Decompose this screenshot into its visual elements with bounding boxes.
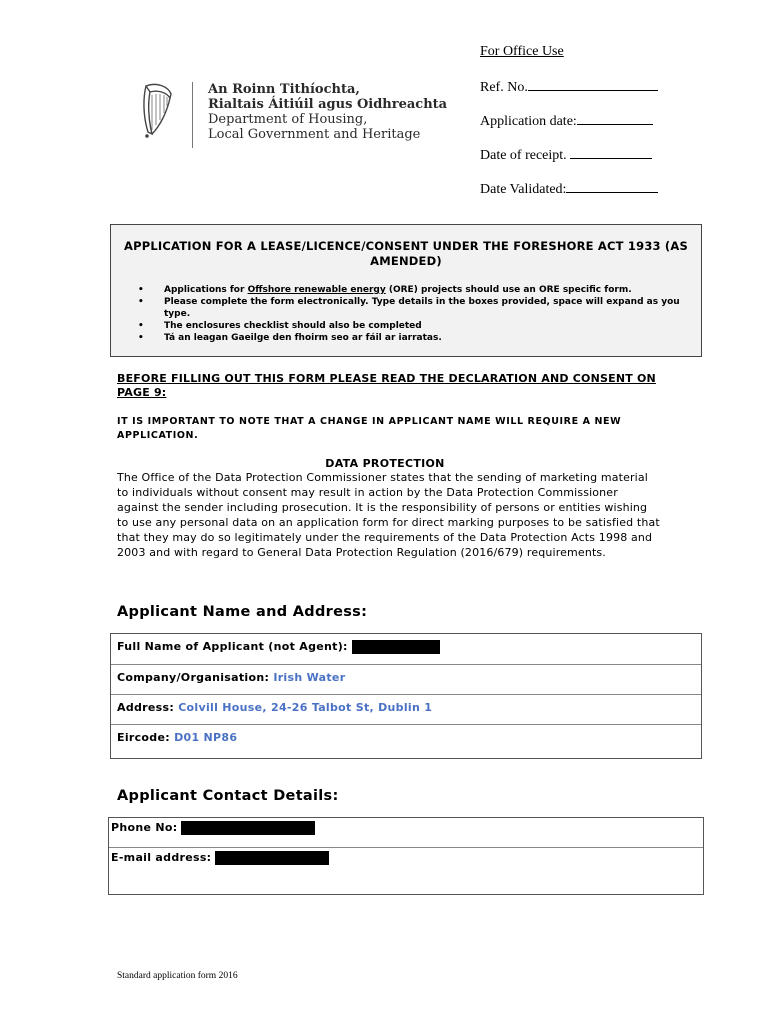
logo-line-irish-2: Rialtais Áitiúil agus Oidhreachta xyxy=(208,97,448,112)
application-date-line xyxy=(577,112,653,125)
application-date-field xyxy=(480,112,653,130)
footer-form-version: Standard application form 2016 xyxy=(117,971,238,981)
company-value[interactable]: Irish Water xyxy=(273,671,346,684)
email-row[interactable] xyxy=(109,848,703,894)
ref-no-label: Ref. No. xyxy=(480,80,528,95)
applicant-name-address-heading: Applicant Name and Address: xyxy=(117,604,368,620)
date-validated-label: Date Validated: xyxy=(480,182,567,197)
read-declaration-notice: BEFORE FILLING OUT THIS FORM PLEASE READ THE DECLARATION AND CONSENT ON PAGE 9: xyxy=(117,372,656,399)
logo-line-english-1: Department of Housing, xyxy=(208,112,368,127)
phone-redacted xyxy=(181,821,315,835)
instruction-electronic: • Please complete the form electronically. Type details in the boxes provided, space will expand as you type. xyxy=(138,297,680,319)
address-row[interactable] xyxy=(111,695,701,725)
form-title: APPLICATION FOR A LEASE/LICENCE/CONSENT UNDER THE FORESHORE ACT 1933 (AS AMENDED) xyxy=(124,239,688,268)
company-label: Company/Organisation: xyxy=(117,671,270,684)
email-redacted xyxy=(215,851,329,865)
form-title-box xyxy=(110,224,702,357)
name-change-notice: IT IS IMPORTANT TO NOTE THAT A CHANGE IN APPLICANT NAME WILL REQUIRE A NEW APPLICATION. xyxy=(117,416,622,441)
instruction-enclosures: • The enclosures checklist should also be completed xyxy=(138,321,422,331)
instruction-ore: • Applications for Offshore renewable energy (ORE) projects should use an ORE specific form. xyxy=(138,285,632,295)
logo-line-irish-1: An Roinn Tithíochta, xyxy=(208,82,360,97)
logo-line-english-2: Local Government and Heritage xyxy=(208,127,421,142)
full-name-redacted xyxy=(352,640,440,654)
logo-divider xyxy=(192,82,193,148)
instruction-irish: • Tá an leagan Gaeilge den fhoirm seo ar fáil ar iarratas. xyxy=(138,333,442,343)
applicant-contact-heading: Applicant Contact Details: xyxy=(117,788,339,804)
department-name xyxy=(208,82,468,142)
date-of-receipt-label: Date of receipt. xyxy=(480,148,567,163)
date-validated-field xyxy=(480,180,658,198)
date-validated-line xyxy=(566,180,658,193)
eircode-value[interactable]: D01 NP86 xyxy=(174,731,238,744)
email-label: E-mail address: xyxy=(111,851,212,864)
ref-no-line xyxy=(528,78,658,91)
eircode-row[interactable] xyxy=(111,725,701,758)
office-use-heading: For Office Use xyxy=(480,44,564,59)
data-protection-heading: DATA PROTECTION xyxy=(325,457,445,470)
date-of-receipt-field xyxy=(480,146,652,164)
company-row[interactable] xyxy=(111,665,701,695)
ore-link[interactable]: Offshore renewable energy xyxy=(247,285,386,295)
data-protection-text: The Office of the Data Protection Commissioner states that the sending of marketing material to individuals without consent may result in action by the Data Protection Commissioner against the sender including prosecution. It is the responsibility of persons or entities wishing to use any personal data on an application form for direct marking purposes to be satisfied that that they may do so legitimately under the requirements of the Data Protection Acts 1998 and 2003 and with regard to General Data Protection Regulation (2016/679) requirements. xyxy=(117,471,660,559)
ref-no-field xyxy=(480,78,658,96)
eircode-label: Eircode: xyxy=(117,731,170,744)
phone-row[interactable] xyxy=(109,818,703,848)
date-of-receipt-line xyxy=(570,146,652,159)
full-name-row[interactable] xyxy=(111,634,701,665)
applicant-contact-table xyxy=(108,817,704,895)
full-name-label: Full Name of Applicant (not Agent): xyxy=(117,640,348,653)
instructions-list xyxy=(136,284,686,344)
address-label: Address: xyxy=(117,701,175,714)
application-date-label: Application date: xyxy=(480,114,577,129)
phone-label: Phone No: xyxy=(111,821,178,834)
harp-icon xyxy=(140,82,174,138)
applicant-name-address-table xyxy=(110,633,702,759)
address-value[interactable]: Colvill House, 24-26 Talbot St, Dublin 1 xyxy=(178,701,433,714)
